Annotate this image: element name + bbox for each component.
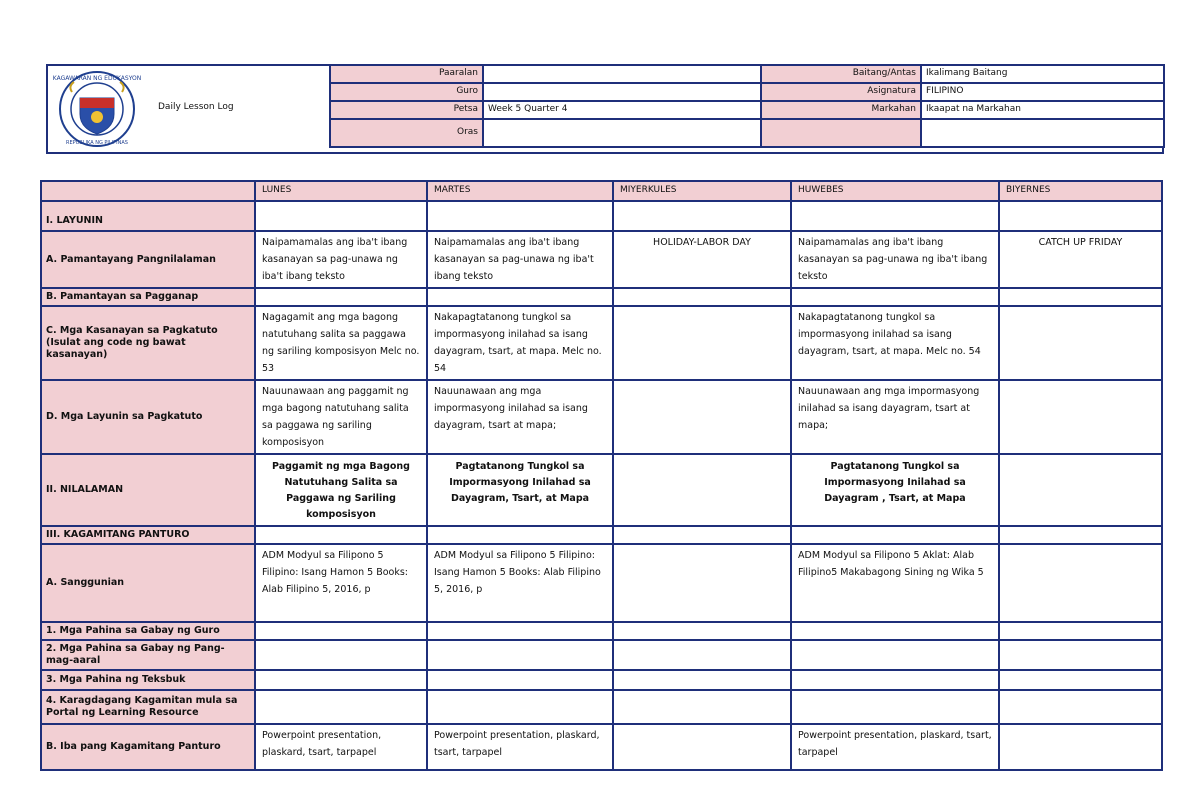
day-cell: [999, 544, 1162, 622]
day-header-huwebes: HUWEBES: [791, 181, 999, 201]
cell-text: Powerpoint presentation, plaskard, tsart, tarpapel: [262, 729, 382, 758]
header-field-label: Baitang/Antas: [761, 65, 921, 83]
day-cell: [613, 454, 791, 526]
day-cell: [255, 288, 427, 306]
day-cell: [613, 544, 791, 622]
day-cell: [427, 231, 613, 288]
day-cell: [791, 201, 999, 231]
day-cell: [255, 201, 427, 231]
day-cell: [255, 306, 427, 380]
cell-text: ADM Modyul sa Filipono 5 Filipino: Isang Hamon 5 Books: Alab Filipino 5, 2016, p: [434, 550, 601, 595]
day-cell: [999, 231, 1162, 288]
day-cell: [427, 201, 613, 231]
cell-text: Naipamamalas ang iba't ibang kasanayan sa pag-unawa ng iba't ibang teksto: [798, 237, 988, 282]
table-row: [41, 306, 1162, 380]
day-cell: [791, 380, 999, 454]
header-field-value: [483, 65, 761, 83]
day-cell: [427, 670, 613, 690]
svg-text:REPUBLIKA NG PILIPINAS: REPUBLIKA NG PILIPINAS: [66, 140, 128, 146]
day-cell: [427, 454, 613, 526]
row-label: III. KAGAMITANG PANTURO: [41, 526, 255, 544]
cell-text: Nauunawaan ang mga impormasyong inilahad sa isang dayagram, tsart at mapa;: [434, 386, 588, 431]
day-cell: [613, 670, 791, 690]
row-label: 4. Karagdagang Kagamitan mula sa Portal ng Learning Resource: [41, 690, 255, 724]
cell-text: Pagtatanong Tungkol sa Impormasyong Inilahad sa Dayagram , Tsart, at Mapa: [824, 461, 966, 504]
table-row: [41, 231, 1162, 288]
day-cell: [255, 690, 427, 724]
table-row: [41, 544, 1162, 622]
day-cell: [427, 306, 613, 380]
table-row: [41, 690, 1162, 724]
day-cell: [255, 640, 427, 670]
day-cell: [255, 622, 427, 640]
day-cell: [613, 201, 791, 231]
day-cell: [427, 288, 613, 306]
cell-text: [620, 457, 784, 459]
day-cell: [613, 288, 791, 306]
cell-text: Nauunawaan ang paggamit ng mga bagong natutuhang salita sa paggawa ng sariling komposisyon: [262, 386, 409, 448]
header-field-label: Paaralan: [330, 65, 483, 83]
day-cell: [999, 670, 1162, 690]
cell-text: Powerpoint presentation, plaskard, tsart, tarpapel: [798, 729, 992, 758]
row-label: A. Sanggunian: [41, 544, 255, 622]
day-cell: [255, 670, 427, 690]
row-label: I. LAYUNIN: [41, 201, 255, 231]
day-cell: [999, 380, 1162, 454]
day-header-lunes: LUNES: [255, 181, 427, 201]
day-cell: [427, 724, 613, 770]
cell-text: Nagagamit ang mga bagong natutuhang salita sa paggawa ng sariling komposisyon Melc no. 53: [262, 312, 420, 374]
day-cell: [613, 380, 791, 454]
header-fields-table: [329, 64, 1165, 148]
day-cell: [255, 526, 427, 544]
day-cell: [999, 724, 1162, 770]
day-cell: [999, 526, 1162, 544]
day-cell: [999, 454, 1162, 526]
day-cell: [427, 544, 613, 622]
row-label: D. Mga Layunin sa Pagkatuto: [41, 380, 255, 454]
cell-text: Pagtatanong Tungkol sa Impormasyong Inilahad sa Dayagram, Tsart, at Mapa: [449, 461, 591, 504]
day-cell: [427, 640, 613, 670]
day-cell: [255, 380, 427, 454]
day-cell: [999, 201, 1162, 231]
day-cell: [613, 306, 791, 380]
day-cell: [999, 306, 1162, 380]
day-cell: [427, 526, 613, 544]
day-cell: [791, 306, 999, 380]
day-cell: [613, 231, 791, 288]
cell-text: ADM Modyul sa Filipono 5 Aklat: Alab Filipino5 Makabagong Sining ng Wika 5: [798, 550, 984, 578]
day-cell: [427, 380, 613, 454]
day-cell: [613, 622, 791, 640]
day-cell: [791, 690, 999, 724]
header-field-value: FILIPINO: [921, 83, 1164, 101]
header-field-row: [330, 83, 1164, 101]
lesson-log-table: [40, 180, 1163, 771]
header-field-value: Ikalimang Baitang: [921, 65, 1164, 83]
day-cell: [791, 526, 999, 544]
header-field-label: Petsa: [330, 101, 483, 119]
header-field-row: [330, 101, 1164, 119]
day-cell: [791, 724, 999, 770]
day-header-martes: MARTES: [427, 181, 613, 201]
deped-seal-logo: [52, 70, 142, 148]
cell-text: Nauunawaan ang mga impormasyong inilahad sa isang dayagram, tsart at mapa;: [798, 386, 980, 431]
header-field-value: [483, 83, 761, 101]
header-field-value: [483, 119, 761, 147]
day-cell: [791, 640, 999, 670]
cell-text: Naipamamalas ang iba't ibang kasanayan sa pag-unawa ng iba't ibang teksto: [434, 237, 594, 282]
day-cell: [427, 690, 613, 724]
day-cell: [791, 544, 999, 622]
table-row: [41, 670, 1162, 690]
row-label: II. NILALAMAN: [41, 454, 255, 526]
document-title: Daily Lesson Log: [158, 102, 234, 112]
cell-text: Paggamit ng mga Bagong Natutuhang Salita sa Paggawa ng Sariling komposisyon: [272, 461, 410, 520]
row-label: B. Pamantayan sa Pagganap: [41, 288, 255, 306]
day-cell: [999, 690, 1162, 724]
cell-text: [1006, 457, 1155, 459]
header-field-value: Week 5 Quarter 4: [483, 101, 761, 119]
header-field-label: Asignatura: [761, 83, 921, 101]
day-cell: [613, 526, 791, 544]
header-field-row: [330, 119, 1164, 147]
day-cell: [791, 231, 999, 288]
header-field-label: [761, 119, 921, 147]
day-cell: [999, 288, 1162, 306]
day-cell: [791, 622, 999, 640]
table-row: [41, 288, 1162, 306]
cell-text: Nakapagtatanong tungkol sa impormasyong inilahad sa isang dayagram, tsart, at mapa. Melc no. 54: [434, 312, 602, 374]
day-header-biyernes: BIYERNES: [999, 181, 1162, 201]
row-label: 2. Mga Pahina sa Gabay ng Pang-mag-aaral: [41, 640, 255, 670]
day-header-row: [41, 181, 1162, 201]
day-cell: [255, 724, 427, 770]
header-field-label: Oras: [330, 119, 483, 147]
table-row: [41, 201, 1162, 231]
day-cell: [255, 544, 427, 622]
row-label: 3. Mga Pahina ng Teksbuk: [41, 670, 255, 690]
table-row: [41, 724, 1162, 770]
table-row: [41, 526, 1162, 544]
day-cell: [427, 622, 613, 640]
cell-text: Nakapagtatanong tungkol sa impormasyong inilahad sa isang dayagram, tsart, at mapa. Melc no. 54: [798, 312, 981, 357]
header-field-label: Guro: [330, 83, 483, 101]
day-cell: [791, 454, 999, 526]
day-cell: [999, 622, 1162, 640]
row-label: B. Iba pang Kagamitang Panturo: [41, 724, 255, 770]
cell-text: Powerpoint presentation, plaskard, tsart, tarpapel: [434, 729, 600, 758]
table-row: [41, 622, 1162, 640]
cell-text: CATCH UP FRIDAY: [1038, 237, 1123, 248]
cell-text: Naipamamalas ang iba't ibang kasanayan sa pag-unawa ng iba't ibang teksto: [262, 237, 408, 282]
table-row: [41, 380, 1162, 454]
corner-cell: [41, 181, 255, 201]
day-cell: [613, 640, 791, 670]
day-cell: [791, 288, 999, 306]
row-label: C. Mga Kasanayan sa Pagkatuto (Isulat ang code ng bawat kasanayan): [41, 306, 255, 380]
day-cell: [255, 231, 427, 288]
header-field-label: Markahan: [761, 101, 921, 119]
header-field-row: [330, 65, 1164, 83]
day-cell: [613, 724, 791, 770]
header-field-value: [921, 119, 1164, 147]
table-row: [41, 454, 1162, 526]
header-field-value: Ikaapat na Markahan: [921, 101, 1164, 119]
row-label: A. Pamantayang Pangnilalaman: [41, 231, 255, 288]
row-label: 1. Mga Pahina sa Gabay ng Guro: [41, 622, 255, 640]
day-cell: [791, 670, 999, 690]
day-header-miyerkules: MIYERKULES: [613, 181, 791, 201]
table-row: [41, 640, 1162, 670]
day-cell: [255, 454, 427, 526]
day-cell: [999, 640, 1162, 670]
day-cell: [613, 690, 791, 724]
cell-text: HOLIDAY-LABOR DAY: [653, 237, 751, 248]
cell-text: ADM Modyul sa Filipono 5 Filipino: Isang Hamon 5 Books: Alab Filipino 5, 2016, p: [262, 550, 408, 595]
svg-text:KAGAWARAN NG EDUKASYON: KAGAWARAN NG EDUKASYON: [52, 75, 142, 82]
